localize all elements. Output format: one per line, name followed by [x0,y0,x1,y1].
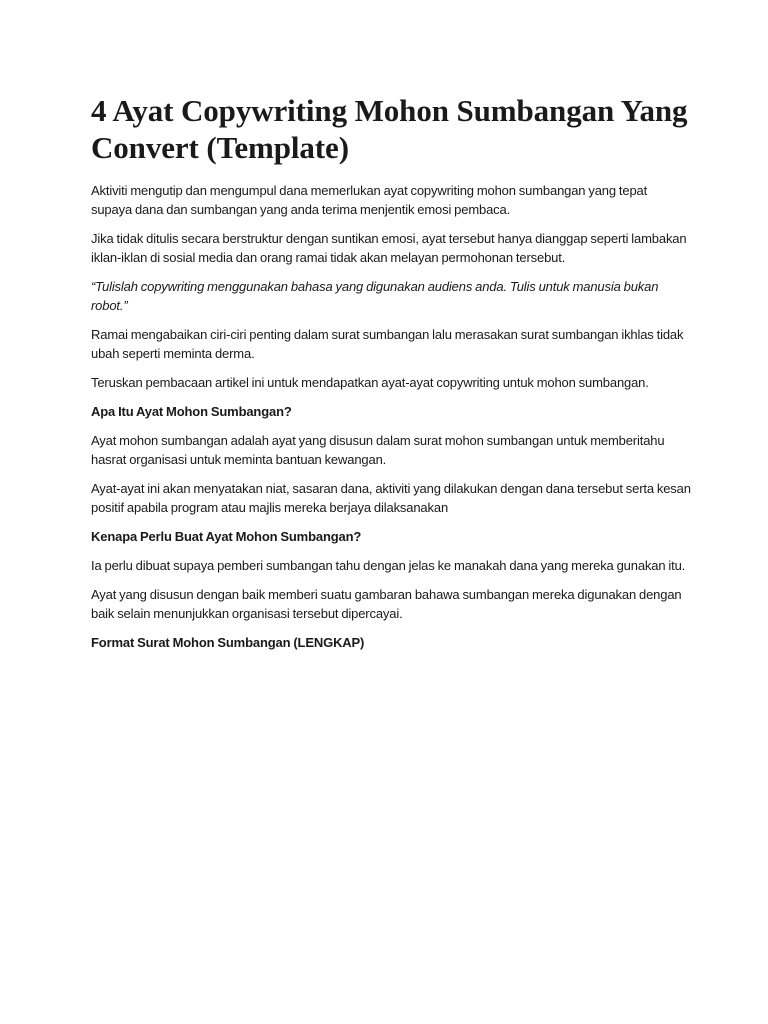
body-paragraph: Teruskan pembacaan artikel ini untuk mendapatkan ayat-ayat copywriting untuk mohon sumbangan. [91,375,649,390]
body-paragraph: Ia perlu dibuat supaya pemberi sumbangan tahu dengan jelas ke manakah dana yang mereka gunakan itu. [91,558,686,573]
body-paragraph: Ramai mengabaikan ciri-ciri penting dalam surat sumbangan lalu merasakan surat sumbangan ikhlas tidak ubah seperti meminta derma. [91,327,684,361]
document-page [91,92,691,662]
section-heading: Format Surat Mohon Sumbangan (LENGKAP) [91,635,365,650]
document-title: 4 Ayat Copywriting Mohon Sumbangan Yang Convert (Template) [91,93,688,165]
intro-paragraph: Aktiviti mengutip dan mengumpul dana memerlukan ayat copywriting mohon sumbangan yang tepat supaya dana dan sumbangan yang anda terima menjentik emosi pembaca. [91,183,648,217]
body-paragraph: Jika tidak ditulis secara berstruktur dengan suntikan emosi, ayat tersebut hanya dianggap seperti lambakan iklan-iklan di sosial media dan orang ramai tidak akan melayan permohonan tersebut. [91,231,687,265]
section-heading: Apa Itu Ayat Mohon Sumbangan? [91,404,292,419]
body-paragraph: Ayat yang disusun dengan baik memberi suatu gambaran bahawa sumbangan mereka digunakan dengan baik selain menunjukkan organisasi tersebut dipercayai. [91,587,682,621]
body-paragraph: Ayat-ayat ini akan menyatakan niat, sasaran dana, aktiviti yang dilakukan dengan dana tersebut serta kesan positif apabila program atau majlis mereka berjaya dilaksanakan [91,481,691,515]
body-paragraph: Ayat mohon sumbangan adalah ayat yang disusun dalam surat mohon sumbangan untuk memberitahu hasrat organisasi untuk meminta bantuan kewangan. [91,433,665,467]
quote-paragraph: “Tulislah copywriting menggunakan bahasa yang digunakan audiens anda. Tulis untuk manusia bukan robot.” [91,279,659,313]
section-heading: Kenapa Perlu Buat Ayat Mohon Sumbangan? [91,529,362,544]
